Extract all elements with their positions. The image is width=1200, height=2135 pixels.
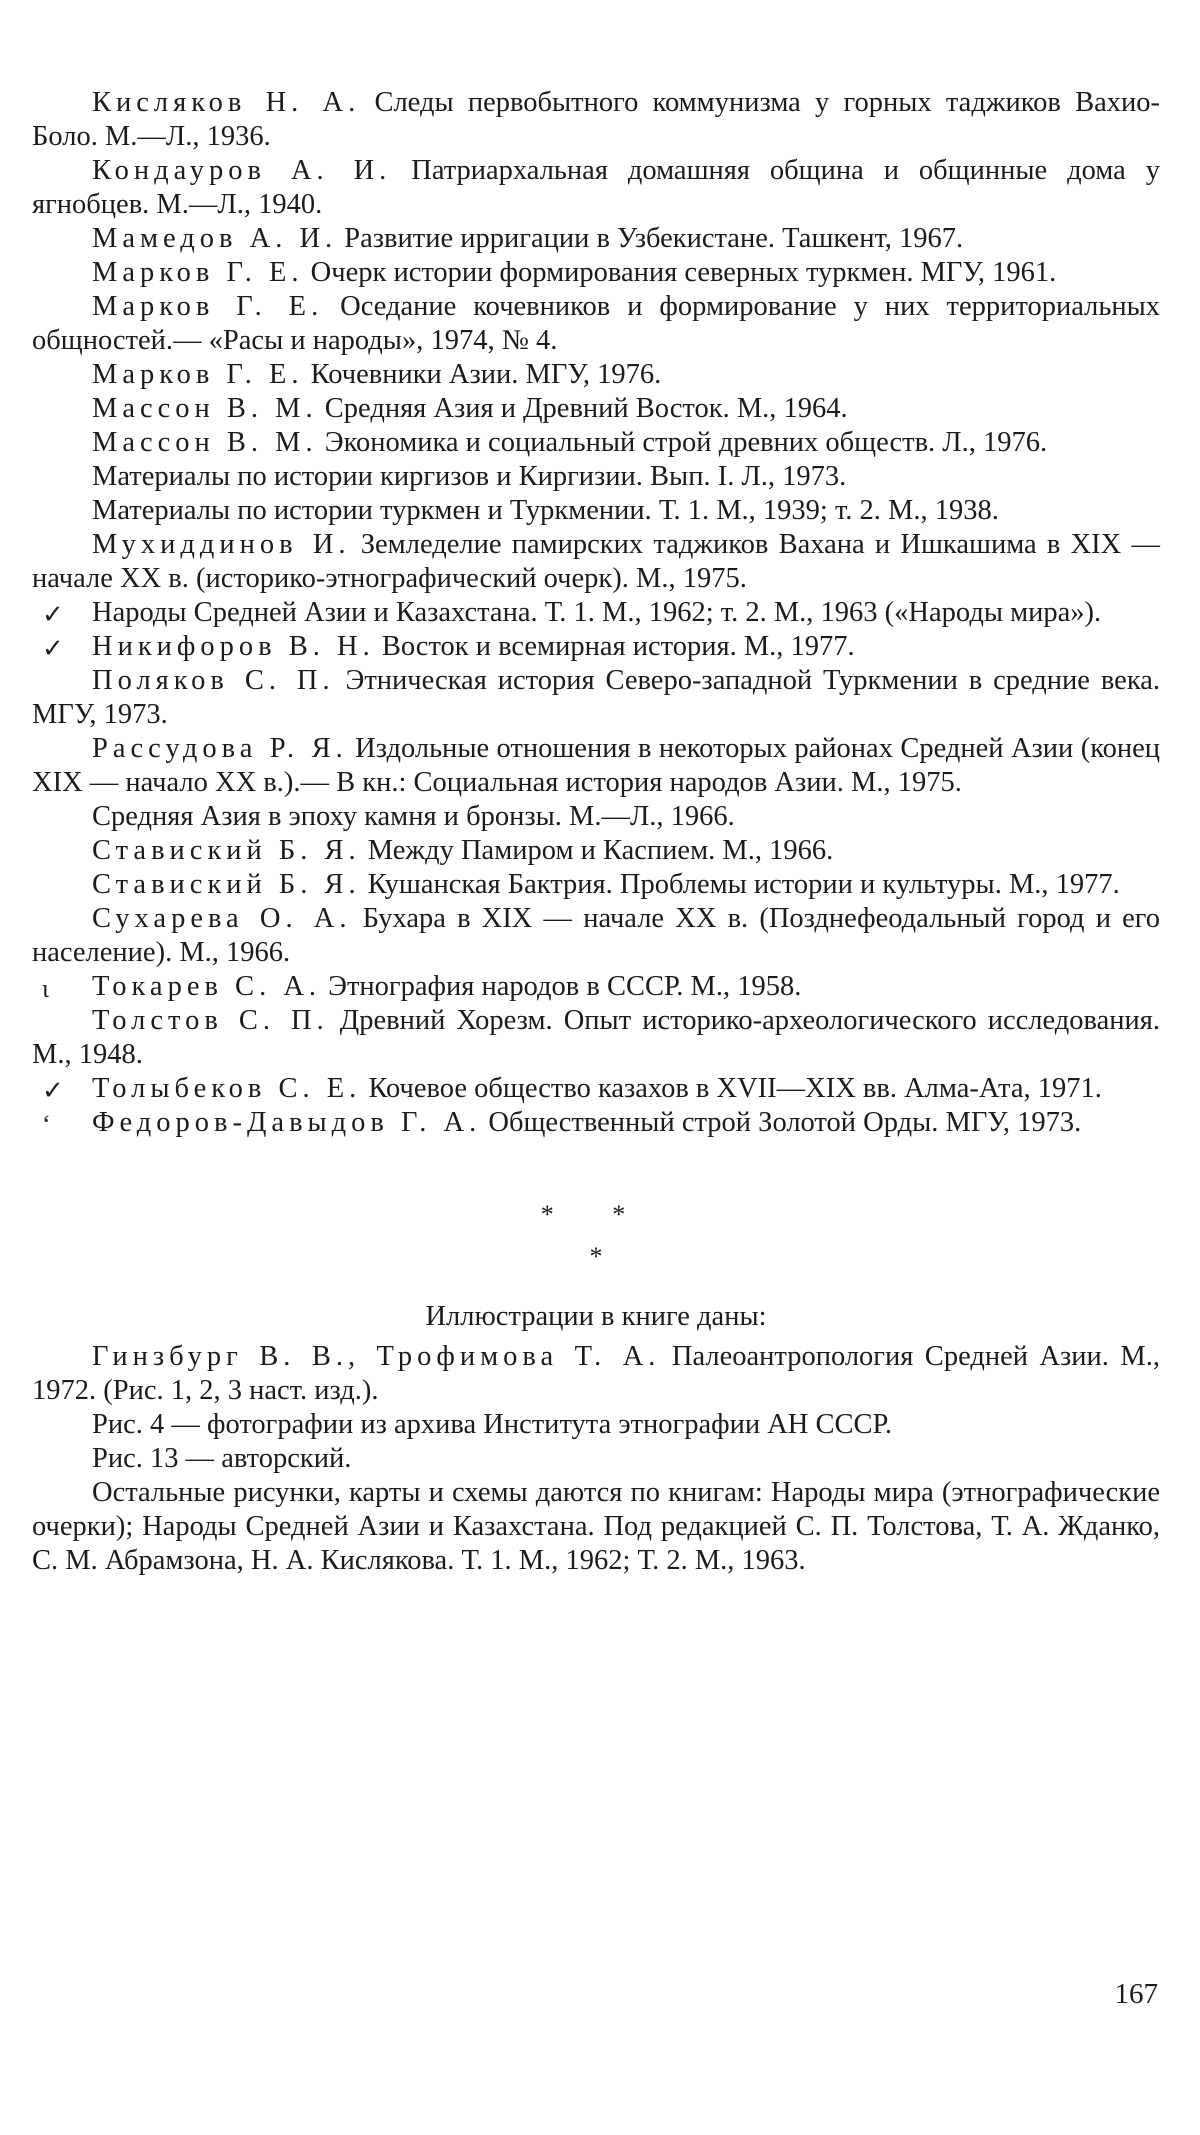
- divider-asterisk-bottom: *: [589, 1242, 603, 1271]
- bibliography-entry: [32, 460, 1160, 494]
- bibliography-entry: [32, 834, 1160, 868]
- margin-mark: ʻ: [42, 1110, 51, 1139]
- bibliography-entry: [32, 596, 1160, 630]
- section-divider: [32, 1198, 1160, 1274]
- illustrations-entry: [32, 1442, 1160, 1476]
- entry-text: Древний Хорезм. Опыт историко-археологического исследования. М., 1948.: [32, 1005, 1160, 1070]
- entry-author: Толыбеков С. Е.: [92, 1073, 362, 1104]
- bibliography-entry: [32, 970, 1160, 1004]
- bibliography-entry: [32, 630, 1160, 664]
- margin-mark: ✓: [42, 634, 64, 663]
- entry-text: Бухара в XIX — начале XX в. (Позднефеодальный город и его население). М., 1966.: [32, 903, 1160, 968]
- bibliography-entry: [32, 1004, 1160, 1072]
- entry-author: Кондауров А. И.: [92, 155, 392, 186]
- entry-text: Очерк истории формирования северных туркмен. МГУ, 1961.: [303, 257, 1057, 288]
- entry-text: Развитие ирригации в Узбекистане. Ташкент, 1967.: [337, 223, 964, 254]
- entry-text: Кочевники Азии. МГУ, 1976.: [303, 359, 662, 390]
- entry-text: Рис. 4 — фотографии из архива Института этнографии АН СССР.: [92, 1409, 892, 1440]
- entry-author: Сухарева О. А.: [92, 903, 352, 934]
- bibliography-entry: [32, 664, 1160, 732]
- entry-author: Ставиский Б. Я.: [92, 835, 361, 866]
- entry-text: Этническая история Северо-западной Туркмении в средние века. МГУ, 1973.: [32, 665, 1161, 730]
- bibliography-list: [32, 86, 1160, 1140]
- entry-text: Остальные рисунки, карты и схемы даются по книгам: Народы мира (этнографические очерки); Народы Средней Азии и Казахстана. Под редакцией С. П. Толстова, Т. А. Жданко, С. М. Абрамзона, Н. А. Кислякова. Т. 1. М., 1962; Т. 2. М., 1963.: [32, 1477, 1160, 1576]
- entry-text: Между Памиром и Каспием. М., 1966.: [360, 835, 834, 866]
- entry-text: Общественный строй Золотой Орды. МГУ, 1973.: [481, 1107, 1082, 1138]
- entry-text: Земледелие памирских таджиков Вахана и Ишкашима в XIX — начале XX в. (историко-этнографический очерк). М., 1975.: [32, 529, 1160, 594]
- entry-author: Федоров-Давыдов Г. А.: [92, 1107, 482, 1138]
- entry-text: Издольные отношения в некоторых районах Средней Азии (конец XIX — начало XX в.).— В кн.: Социальная история народов Азии. М., 1975.: [32, 733, 1160, 798]
- entry-author: Никифоров В. Н.: [92, 631, 375, 662]
- entry-author: Поляков С. П.: [92, 665, 335, 696]
- entry-text: Кушанская Бактрия. Проблемы истории и культуры. М., 1977.: [360, 869, 1120, 900]
- entry-author: Кисляков Н. А.: [92, 87, 361, 118]
- entry-author: Марков Г. Е.: [92, 359, 304, 390]
- entry-author: Ставиский Б. Я.: [92, 869, 361, 900]
- margin-mark: ✓: [42, 1076, 64, 1105]
- bibliography-entry: [32, 154, 1160, 222]
- entry-author: Токарев С. А.: [92, 971, 322, 1002]
- entry-text: Рис. 13 — авторский.: [92, 1443, 352, 1474]
- entry-author: Гинзбург В. В., Трофимова Т. А.: [92, 1341, 661, 1372]
- bibliography-entry: [32, 392, 1160, 426]
- bibliography-entry: [32, 222, 1160, 256]
- entry-text: Народы Средней Азии и Казахстана. Т. 1. М., 1962; т. 2. М., 1963 («Народы мира»).: [92, 597, 1102, 628]
- entry-text: Экономика и социальный строй древних обществ. Л., 1976.: [317, 427, 1048, 458]
- illustrations-entry: [32, 1408, 1160, 1442]
- entry-text: Материалы по истории киргизов и Киргизии. Вып. I. Л., 1973.: [92, 461, 847, 492]
- entry-text: Этнография народов в СССР. М., 1958.: [321, 971, 802, 1002]
- illustrations-title: Иллюстрации в книге даны:: [425, 1301, 767, 1332]
- bibliography-entry: [32, 868, 1160, 902]
- bibliography-entry: [32, 494, 1160, 528]
- entry-author: Марков Г. Е.: [92, 291, 324, 322]
- page-content: [32, 86, 1160, 1578]
- bibliography-entry: [32, 86, 1160, 154]
- bibliography-entry: [32, 800, 1160, 834]
- entry-author: Толстов С. П.: [92, 1005, 329, 1036]
- entry-text: Материалы по истории туркмен и Туркмении. Т. 1. М., 1939; т. 2. М., 1938.: [92, 495, 999, 526]
- bibliography-entry: [32, 528, 1160, 596]
- entry-author: Мухиддинов И.: [92, 529, 351, 560]
- entry-author: Массон В. М.: [92, 427, 318, 458]
- divider-asterisks-top: * *: [540, 1200, 652, 1229]
- bibliography-entry: [32, 290, 1160, 358]
- illustrations-entry: [32, 1340, 1160, 1408]
- bibliography-entry: [32, 902, 1160, 970]
- page-number: 167: [1114, 1978, 1158, 2010]
- bibliography-entry: [32, 1106, 1160, 1140]
- entry-author: Марков Г. Е.: [92, 257, 304, 288]
- margin-mark: ✓: [42, 600, 64, 629]
- margin-mark: ɩ: [42, 974, 49, 1003]
- entry-author: Рассудова Р. Я.: [92, 733, 348, 764]
- entry-text: Оседание кочевников и формирование у них территориальных общностей.— «Расы и народы», 1974, № 4.: [32, 291, 1160, 356]
- entry-text: Кочевое общество казахов в XVII—XIX вв. Алма-Ата, 1971.: [361, 1073, 1102, 1104]
- bibliography-entry: [32, 426, 1160, 460]
- entry-text: Средняя Азия и Древний Восток. М., 1964.: [317, 393, 848, 424]
- illustrations-list: [32, 1340, 1160, 1578]
- bibliography-entry: [32, 732, 1160, 800]
- bibliography-entry: [32, 1072, 1160, 1106]
- entry-text: Средняя Азия в эпоху камня и бронзы. М.—Л., 1966.: [92, 801, 735, 832]
- bibliography-entry: [32, 358, 1160, 392]
- entry-text: Палеоантропология Средней Азии. М., 1972. (Рис. 1, 2, 3 наст. изд.).: [32, 1341, 1160, 1406]
- illustrations-entry: [32, 1476, 1160, 1578]
- entry-author: Массон В. М.: [92, 393, 318, 424]
- bibliography-entry: [32, 256, 1160, 290]
- entry-text: Восток и всемирная история. М., 1977.: [374, 631, 855, 662]
- entry-text: Патриархальная домашняя община и общинные дома у ягнобцев. М.—Л., 1940.: [32, 155, 1160, 220]
- entry-text: Следы первобытного коммунизма у горных таджиков Вахио-Боло. М.—Л., 1936.: [32, 87, 1160, 152]
- entry-author: Мамедов А. И.: [92, 223, 338, 254]
